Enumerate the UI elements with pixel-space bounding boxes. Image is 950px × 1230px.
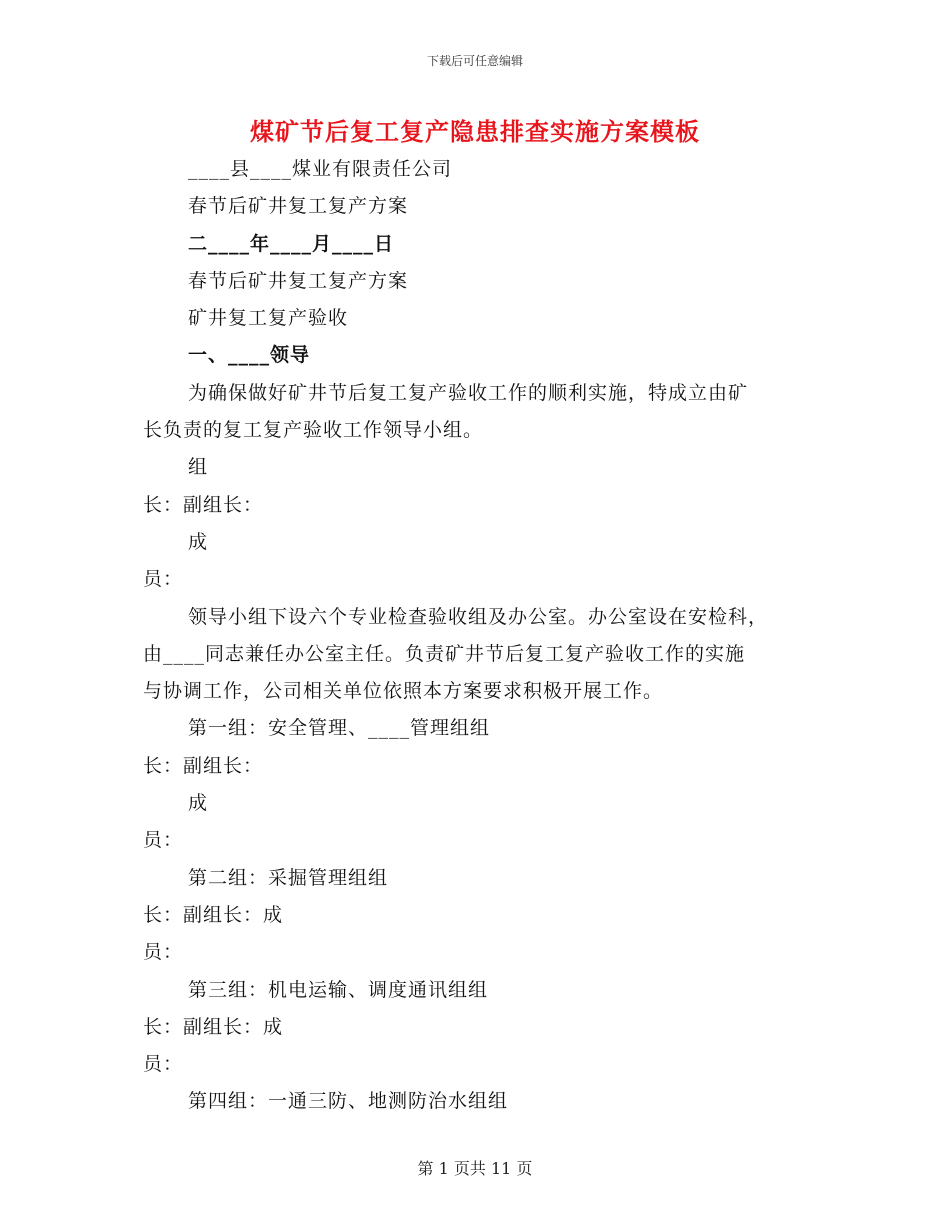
group-line: 第四组：一通三防、地测防治水组组: [188, 1090, 509, 1113]
group-line: 长：副组长：: [143, 754, 264, 777]
group-line: 长：副组长：成: [143, 1015, 284, 1038]
company-line: ____县____煤业有限责任公司: [188, 158, 453, 180]
list-line: 长：副组长：: [143, 493, 264, 516]
group-line: 第二组：采掘管理组组: [188, 866, 389, 889]
paragraph-line: 为确保做好矿井节后复工复产验收工作的顺利实施，特成立由矿: [188, 381, 749, 404]
page-number: 第 1 页共 11 页: [417, 1159, 533, 1178]
group-line: 员：: [143, 1053, 184, 1076]
plan-name-line: 春节后矿井复工复产方案: [188, 195, 409, 218]
list-line: 组: [188, 456, 209, 479]
page-header: 下载后可任意编辑: [426, 54, 523, 68]
group-line: 成: [188, 792, 209, 815]
group-line: 第一组：安全管理、____管理组组: [188, 717, 491, 740]
document-body: [143, 151, 813, 1121]
document-title: 煤矿节后复工复产隐患排查实施方案模板: [250, 117, 700, 146]
group-line: 员：: [143, 829, 184, 852]
list-line: 员：: [143, 568, 184, 591]
paragraph-line: 由____同志兼任办公室主任。负责矿井节后复工复产验收工作的实施: [143, 642, 746, 665]
group-line: 第三组：机电运输、调度通讯组组: [188, 978, 489, 1001]
group-line: 员：: [143, 941, 184, 964]
paragraph-line: 与协调工作，公司相关单位依照本方案要求积极开展工作。: [143, 680, 664, 703]
paragraph-line: 领导小组下设六个专业检查验收组及办公室。办公室设在安检科，: [188, 605, 769, 628]
list-line: 成: [188, 530, 209, 553]
acceptance-line: 矿井复工复产验收: [188, 307, 349, 330]
section-heading-1: 一、____领导: [188, 344, 311, 367]
paragraph-line: 长负责的复工复产验收工作领导小组。: [143, 419, 484, 442]
plan-name-line-2: 春节后矿井复工复产方案: [188, 269, 409, 292]
date-line: 二____年____月____日: [188, 232, 395, 255]
group-line: 长：副组长：成: [143, 903, 284, 926]
